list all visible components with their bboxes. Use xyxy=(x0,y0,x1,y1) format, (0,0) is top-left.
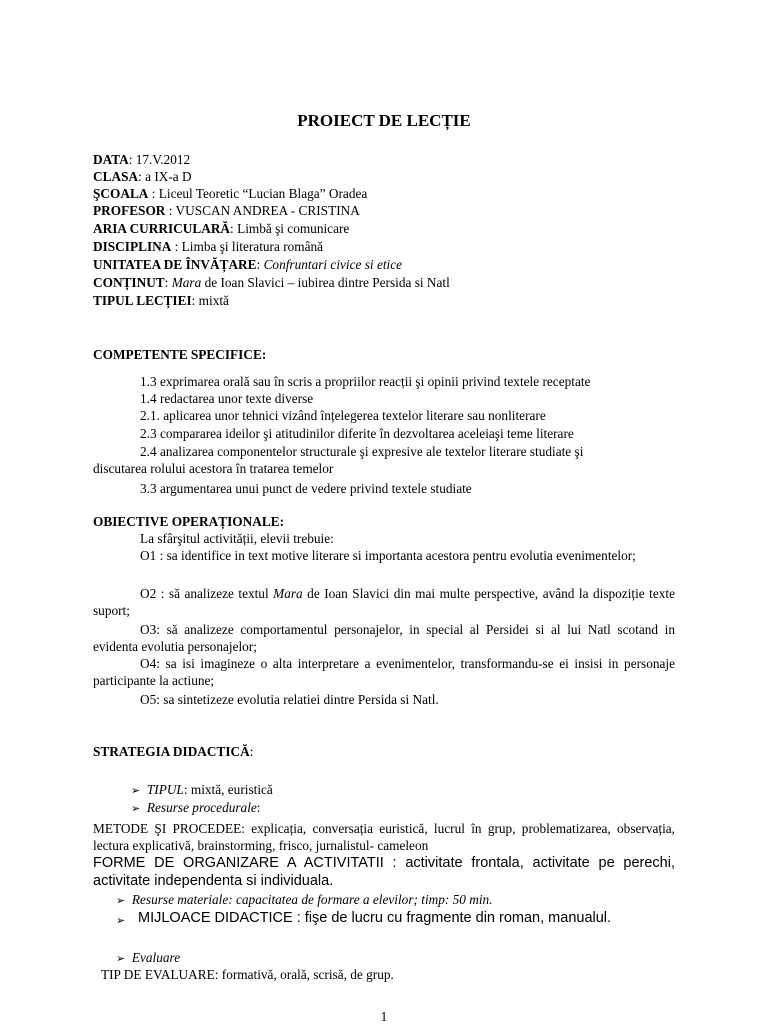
arrow-bullet-icon: ➢ xyxy=(131,803,141,815)
strategia-evaluare: ➢ Evaluare xyxy=(116,950,181,965)
arrow-bullet-icon: ➢ xyxy=(131,785,141,797)
arrow-bullet-icon: ➢ xyxy=(116,895,126,907)
objective-o5: O5: sa sintetizeze evolutia relatiei dintre Persida si Natl. xyxy=(140,692,439,707)
strategia-metode: METODE ŞI PROCEDEE: explicația, conversația euristică, lucrul în grup, problematizarea, observația, lectura explicativă, brainstorming, frisco, jurnalistul- cameleon xyxy=(93,821,675,853)
competenta-item: 1.3 exprimarea orală sau în scris a propriilor reacții şi opinii privind textele receptate xyxy=(140,374,591,389)
competenta-item: 2.3 compararea ideilor şi atitudinilor diferite în dezvoltarea aceleiaşi teme literare xyxy=(140,426,574,441)
strategia-heading: STRATEGIA DIDACTICĂ: xyxy=(93,744,254,759)
objective-o2: O2 : să analizeze textul Mara de Ioan Slavici din mai multe perspective, având la dispoziție texte suport; xyxy=(93,586,676,618)
strategia-mijloace: MIJLOACE DIDACTICE : fişe de lucru cu fragmente din roman, manualul. xyxy=(138,910,612,926)
field-disciplina: DISCIPLINA : Limba şi literatura română xyxy=(93,239,324,254)
competenta-item: 1.4 redactarea unor texte diverse xyxy=(140,391,314,406)
field-aria: ARIA CURRICULARĂ: Limbă şi comunicare xyxy=(93,221,350,236)
objective-o4: O4: sa isi imagineze o alta interpretare a evenimentelor, transformandu-se ei insisi in personaje participante la actiune; xyxy=(93,656,675,688)
competenta-item-continuation: discutarea rolului acestora în tratarea temelor xyxy=(93,461,334,476)
obiective-intro: La sfârşitul activității, elevii trebuie: xyxy=(140,531,334,546)
field-unitatea: UNITATEA DE ÎNVĂȚARE: Confruntari civice si etice xyxy=(93,257,403,272)
page-title: PROIECT DE LECȚIE xyxy=(297,111,471,130)
competenta-item: 2.1. aplicarea unor tehnici vizând înțelegerea textelor literare sau nonliterare xyxy=(140,408,546,423)
field-scoala: ŞCOALA : Liceul Teoretic “Lucian Blaga” Oradea xyxy=(93,186,368,201)
objective-o3: O3: să analizeze comportamentul personajelor, in special al Persidei si al lui Natl scotand in evidenta evolutia personajelor; xyxy=(93,622,675,654)
arrow-bullet-icon: ➢ xyxy=(116,915,126,927)
field-profesor: PROFESOR : VUSCAN ANDREA - CRISTINA xyxy=(93,203,360,218)
strategia-forme: FORME DE ORGANIZARE A ACTIVITATII : activitate frontala, activitate pe perechi, activitate independenta si individuala. xyxy=(93,855,675,889)
field-data: DATA: 17.V.2012 xyxy=(93,152,191,167)
field-tipul-lectiei: TIPUL LECȚIEI: mixtă xyxy=(93,293,229,308)
competenta-item: 2.4 analizarea componentelor structurale şi expresive ale textelor literare studiate şi xyxy=(140,444,584,459)
strategia-tip-evaluare: TIP DE EVALUARE: formativă, orală, scrisă, de grup. xyxy=(101,967,394,982)
arrow-bullet-icon: ➢ xyxy=(116,953,126,965)
strategia-resurse-materiale: ➢ Resurse materiale: capacitatea de formare a elevilor; timp: 50 min. xyxy=(116,892,493,907)
competente-heading: COMPETENTE SPECIFICE: xyxy=(93,347,267,362)
field-clasa: CLASA: a IX-a D xyxy=(93,169,192,184)
strategia-resurse-procedurale: ➢ Resurse procedurale: xyxy=(131,800,261,815)
strategia-tipul: ➢ TIPUL: mixtă, euristică xyxy=(131,782,273,797)
objective-o1: O1 : sa identifice in text motive literare si importanta acestora pentru evolutia evenimentelor; xyxy=(140,548,636,563)
competenta-item: 3.3 argumentarea unui punct de vedere privind textele studiate xyxy=(140,481,472,496)
field-continut: CONȚINUT: Mara de Ioan Slavici – iubirea dintre Persida si Natl xyxy=(93,275,450,290)
obiective-heading: OBIECTIVE OPERAȚIONALE: xyxy=(93,514,284,529)
page-number: 1 xyxy=(380,1009,388,1024)
